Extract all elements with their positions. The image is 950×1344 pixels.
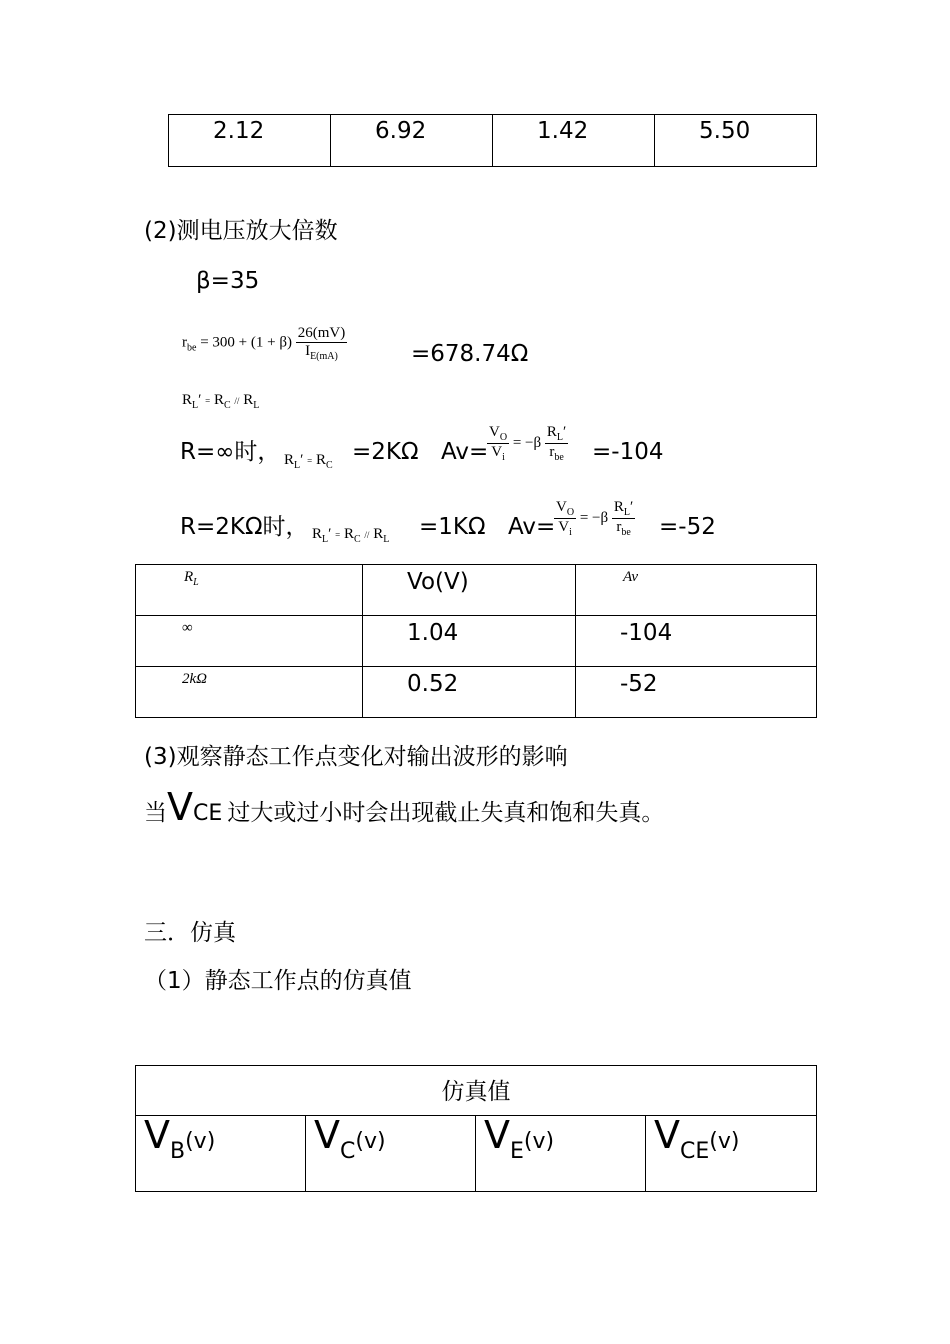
table-cell: 0.52 bbox=[363, 667, 576, 718]
section-heading-gain: (2)测电压放大倍数 bbox=[144, 218, 338, 244]
rbe-formula: $r_{be} = 300 + (1 + \beta)$ $\frac{26(mV)}{I_{E(mA)}}$ bbox=[182, 325, 346, 362]
table-header-cell: Vo(V) bbox=[363, 565, 576, 616]
results-table-top bbox=[168, 114, 817, 167]
table-header-cell: Av bbox=[576, 565, 817, 616]
table-cell: -52 bbox=[576, 667, 817, 718]
av-formula: $\frac{V_O}{V_i}$ = −β $\frac{R_L'}{r_{be}}$ bbox=[489, 424, 567, 463]
section-heading-waveform: (3)观察静态工作点变化对输出波形的影响 bbox=[144, 744, 568, 770]
rl-equals-rc: $R_L' = R_C$ bbox=[284, 452, 333, 471]
av-formula-2k: $\frac{V_O}{V_i}$ = −β $\frac{R_L'}{r_{be}}$ bbox=[556, 499, 634, 538]
load-2k-label: R=2KΩ时， bbox=[180, 514, 309, 540]
subheading-static-point: （1）静态工作点的仿真值 bbox=[144, 968, 412, 994]
table-cell: -104 bbox=[576, 616, 817, 667]
table-cell: 6.92 bbox=[331, 115, 493, 167]
table-header-cell: VC(v) bbox=[306, 1116, 476, 1192]
section-heading-simulation: 三．仿真 bbox=[144, 920, 236, 946]
av-result-2k: =-52 bbox=[659, 514, 716, 540]
table-header-cell: VB(v) bbox=[136, 1116, 306, 1192]
table-cell: 5.50 bbox=[655, 115, 817, 167]
table-cell: 1.04 bbox=[363, 616, 576, 667]
simulation-table-title: 仿真值 bbox=[136, 1066, 817, 1116]
rc-value: =2KΩ bbox=[352, 439, 419, 465]
simulation-table bbox=[135, 1065, 817, 1192]
rl-value-2k: =1KΩ bbox=[419, 514, 486, 540]
table-header-cell: $R_L$ bbox=[136, 565, 363, 616]
table-header-cell: VCE(v) bbox=[646, 1116, 817, 1192]
rl-parallel-formula: $R_L' = R_C // R_L$ bbox=[312, 526, 390, 545]
table-cell: 2kΩ bbox=[136, 667, 363, 718]
av-label: Av= bbox=[441, 439, 489, 465]
rl-prime-formula: $R_L' = R_C // R_L$ bbox=[182, 392, 260, 411]
table-cell: 2.12 bbox=[169, 115, 331, 167]
av-result-infinite: =-104 bbox=[592, 439, 664, 465]
av-label-2k: Av= bbox=[508, 514, 556, 540]
table-cell: 1.42 bbox=[493, 115, 655, 167]
table-cell: ∞ bbox=[136, 616, 363, 667]
table-header-cell: VE(v) bbox=[476, 1116, 646, 1192]
beta-value: β=35 bbox=[196, 268, 260, 294]
distortion-text: 当VCE 过大或过小时会出现截止失真和饱和失真。 bbox=[144, 785, 665, 829]
rbe-result: =678.74Ω bbox=[411, 341, 529, 367]
load-infinite-label: R=∞时， bbox=[180, 439, 281, 465]
gain-table bbox=[135, 564, 817, 718]
